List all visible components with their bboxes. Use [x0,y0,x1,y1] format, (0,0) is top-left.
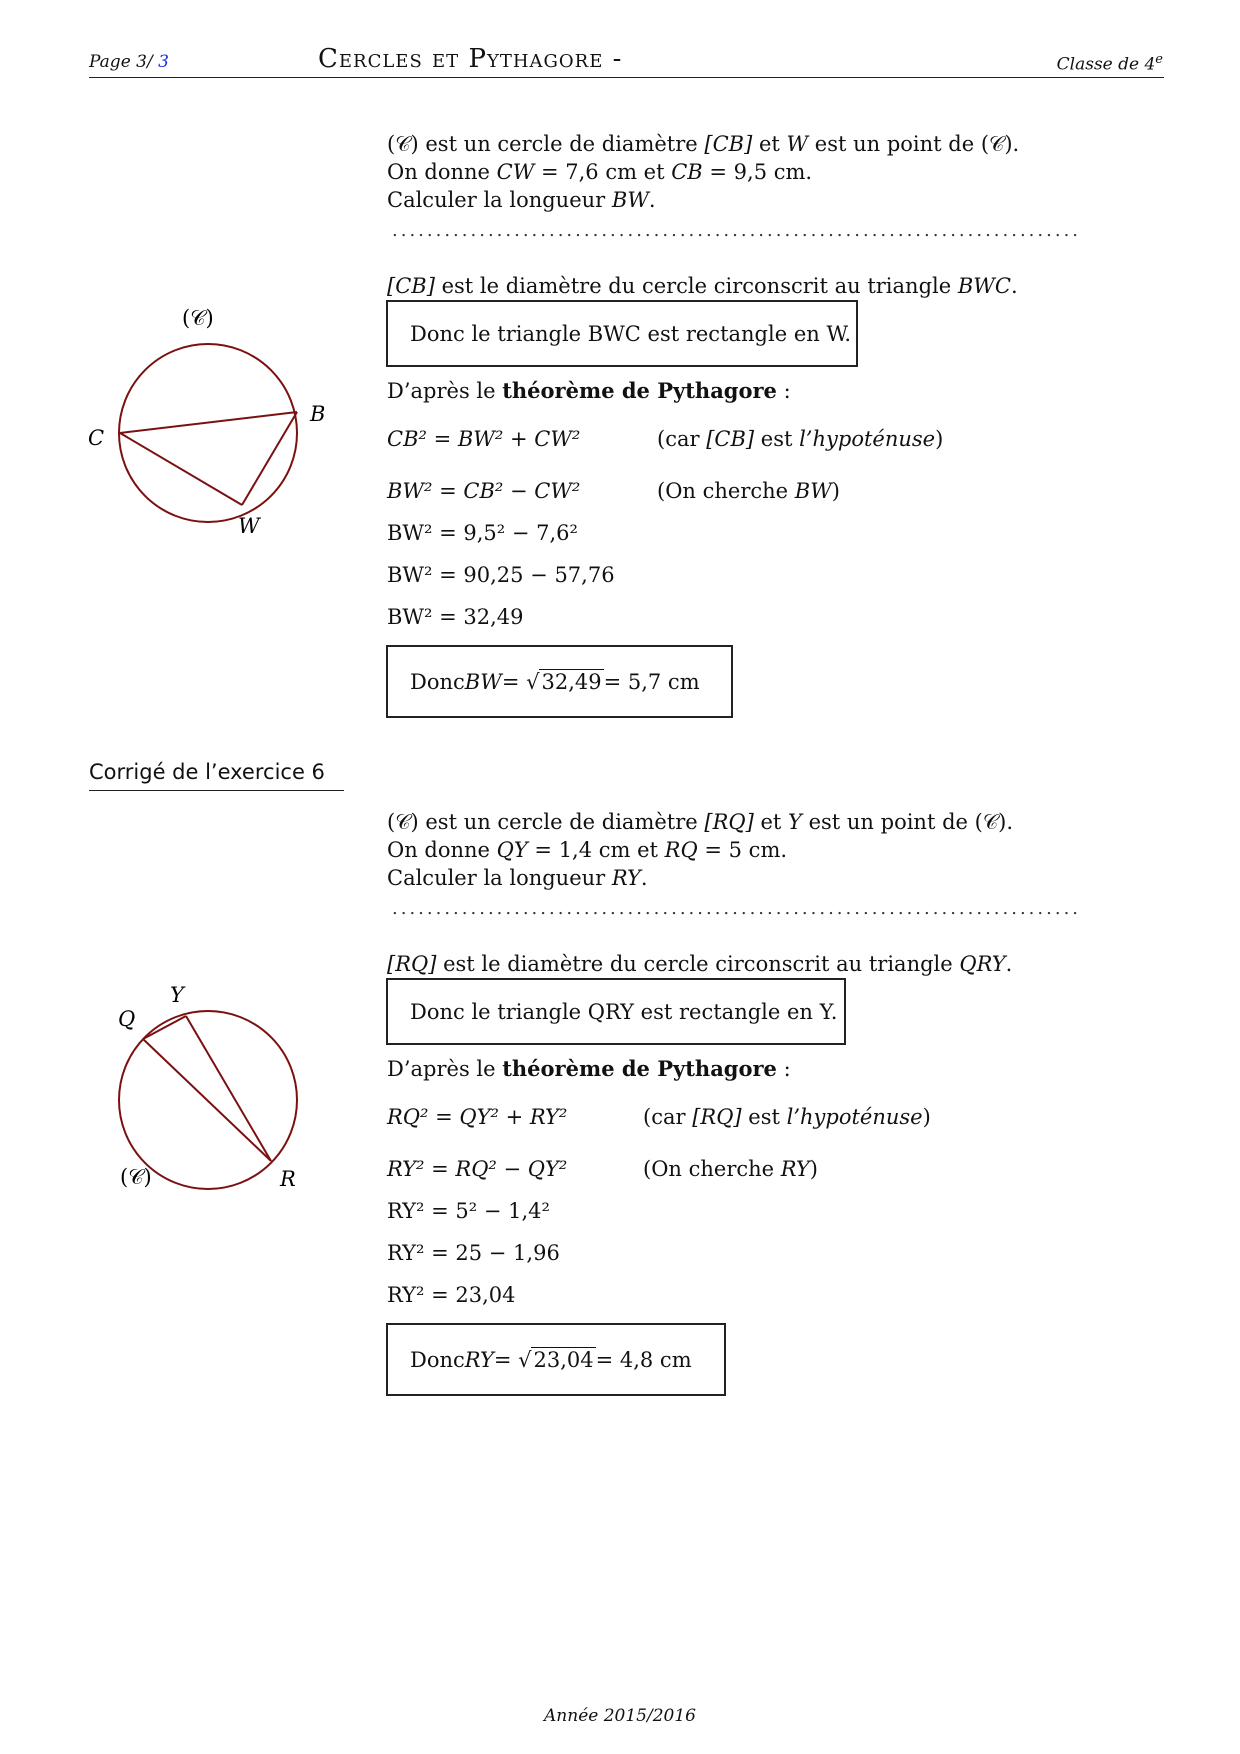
ex6-circle-figure [80,970,320,1200]
ex5-result-box: Donc BW = √ 32,49 = 5,7 cm [386,645,733,718]
ex6-eq3: RY² = 5² − 1,4² [387,1199,550,1223]
footer-year: Année 2015/2016 [544,1706,696,1726]
ex5-eq4: BW² = 90,25 − 57,76 [387,563,615,587]
ex6-eq2: RY² = RQ² − QY² [387,1157,568,1181]
page-title: Cercles et Pythagore - [318,44,623,74]
ex6-dotted-separator: ............................................................................... [392,898,1082,919]
ex5-eq1: CB² = BW² + CW² [387,427,581,451]
ex5-eq2: BW² = CB² − CW² [387,479,581,503]
ex6-right-triangle-box: Donc le triangle QRY est rectangle en Y. [386,978,846,1045]
ex5-statement-line1: (𝒞) est un cercle de diamètre [CB] et W est un point de (𝒞). [387,132,1020,156]
ex5-dotted-separator: ............................................................................... [392,220,1082,241]
ex6-eq5: RY² = 23,04 [387,1283,516,1307]
ex5-statement-line2: On donne CW = 7,6 cm et CB = 9,5 cm. [387,160,813,184]
segment-yr [186,1016,271,1161]
ex5-eq2-note: (On cherche BW) [657,479,840,503]
segment-wb [242,412,297,505]
ex6-circumscribed-line: [RQ] est le diamètre du cercle circonscrit au triangle QRY. [387,952,1013,976]
circle-c [119,344,297,522]
ex5-right-triangle-box: Donc le triangle BWC est rectangle en W. [386,300,858,367]
point-w-label: W [238,514,260,538]
page-total-link[interactable]: 3 [158,52,169,72]
ex6-theorem-line: D’après le théorème de Pythagore : [387,1056,791,1081]
ex6-eq2-note: (On cherche RY) [643,1157,818,1181]
header-divider [89,77,1164,78]
ex5-theorem-line: D’après le théorème de Pythagore : [387,378,791,403]
ex6-eq1: RQ² = QY² + RY² [387,1105,568,1129]
ex5-eq1-note: (car [CB] est l’hypoténuse) [657,427,944,451]
point-y-label: Y [170,983,184,1007]
ex5-eq3: BW² = 9,5² − 7,6² [387,521,578,545]
ex5-eq5: BW² = 32,49 [387,605,524,629]
ex5-circumscribed-line: [CB] est le diamètre du cercle circonscrit au triangle BWC. [387,274,1018,298]
segment-cw [120,433,242,505]
ex6-eq4: RY² = 25 − 1,96 [387,1241,560,1265]
section-title-ex6: Corrigé de l’exercice 6 [89,760,325,784]
ex5-circle-figure [80,295,326,555]
ex5-statement-line3: Calculer la longueur BW. [387,188,656,212]
circle-label: (𝒞) [120,1165,152,1189]
ex6-result-box: Donc RY = √ 23,04 = 4,8 cm [386,1323,726,1396]
page-number: Page 3/ 3 [89,52,169,72]
ex6-eq1-note: (car [RQ] est l’hypoténuse) [643,1105,931,1129]
ex6-statement-line1: (𝒞) est un cercle de diamètre [RQ] et Y est un point de (𝒞). [387,810,1013,834]
point-b-label: B [310,402,326,426]
point-q-label: Q [118,1007,136,1031]
class-level: Classe de 4e [1056,52,1163,75]
segment-qy [143,1016,186,1039]
circle-label: (𝒞) [182,306,214,330]
ex6-statement-line3: Calculer la longueur RY. [387,866,648,890]
section-title-underline [89,790,344,791]
point-r-label: R [280,1167,296,1191]
ex6-statement-line2: On donne QY = 1,4 cm et RQ = 5 cm. [387,838,788,862]
segment-qr [143,1039,271,1161]
point-c-label: C [88,426,105,450]
segment-cb [120,412,297,433]
